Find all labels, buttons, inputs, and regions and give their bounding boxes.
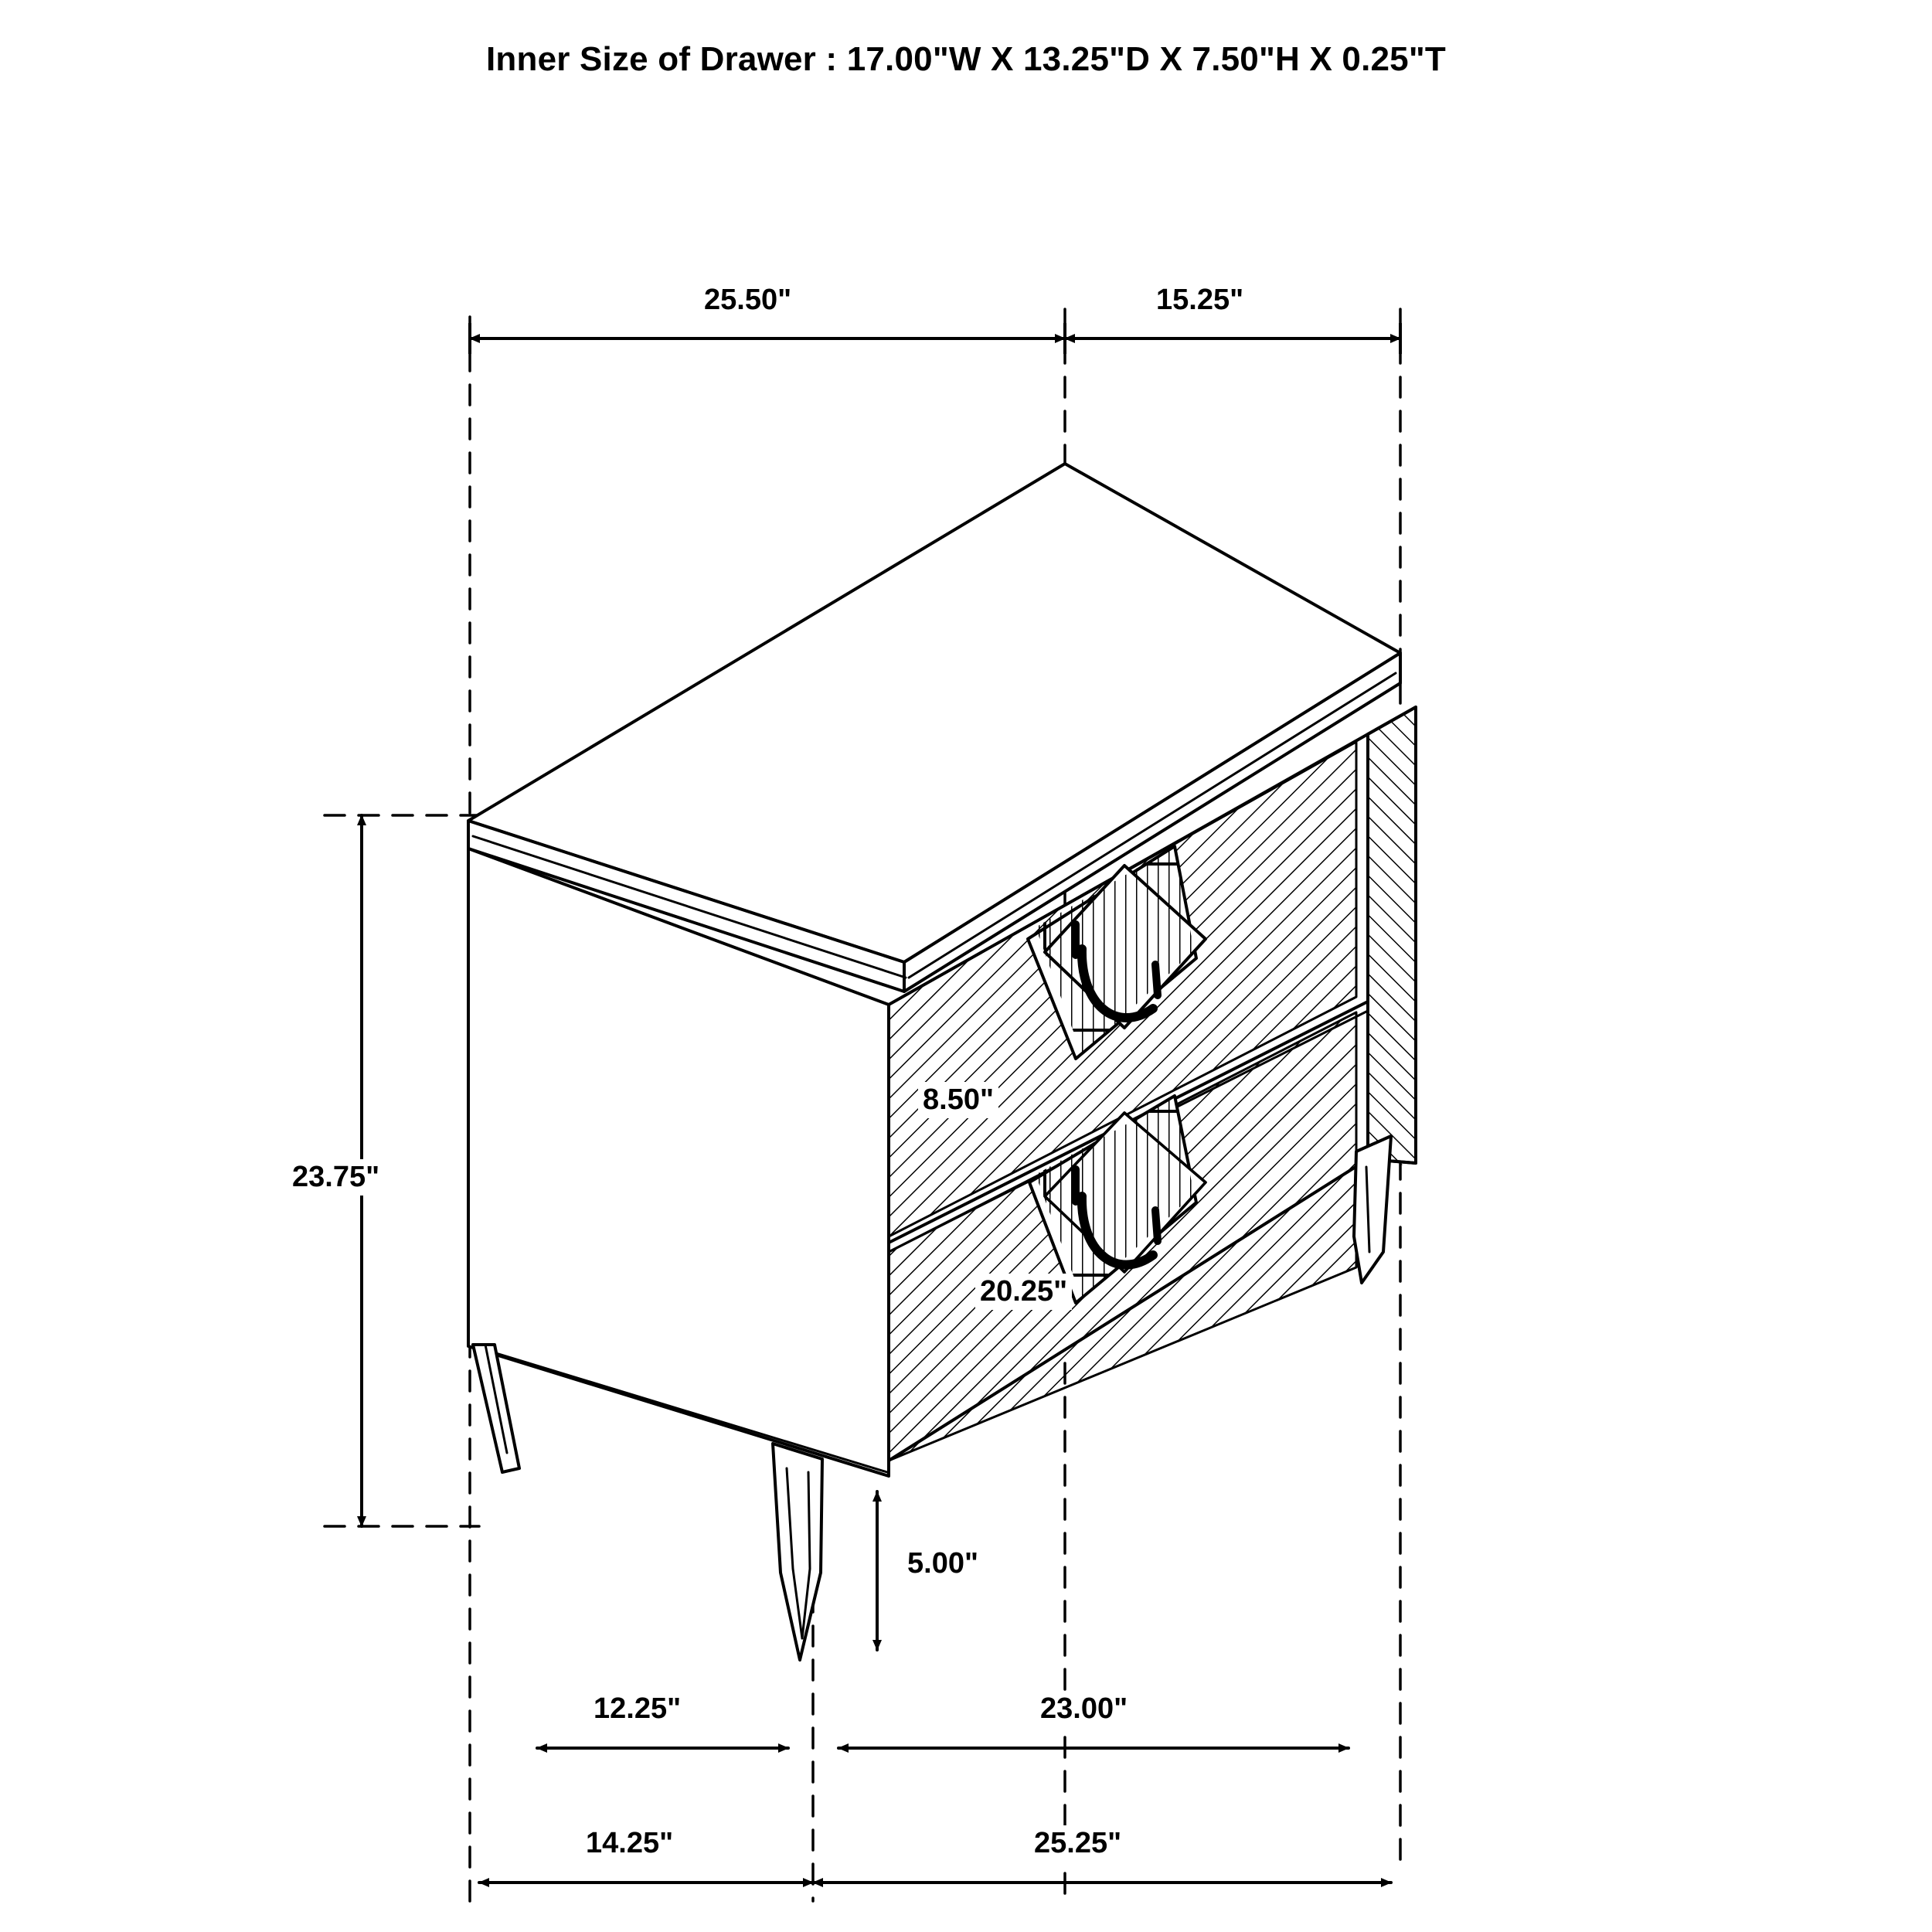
dimension-leg-height: 5.00" (903, 1546, 983, 1582)
dimension-upper-drawer-height: 8.50" (918, 1082, 998, 1118)
page-title: Inner Size of Drawer : 17.00"W X 13.25"D X 7.50"H X 0.25"T (486, 40, 1446, 78)
dimension-overall-height: 23.75" (287, 1159, 384, 1196)
dimension-drawer-front-width: 20.25" (975, 1274, 1072, 1310)
dimension-base-front: 14.25" (581, 1825, 678, 1862)
dimension-leg-inset-front: 12.25" (589, 1691, 685, 1727)
dimension-top-width: 25.50" (699, 282, 796, 318)
dimension-base-side: 25.25" (1029, 1825, 1126, 1862)
dimension-leg-span-side: 23.00" (1036, 1691, 1132, 1727)
dimension-top-depth: 15.25" (1151, 282, 1248, 318)
